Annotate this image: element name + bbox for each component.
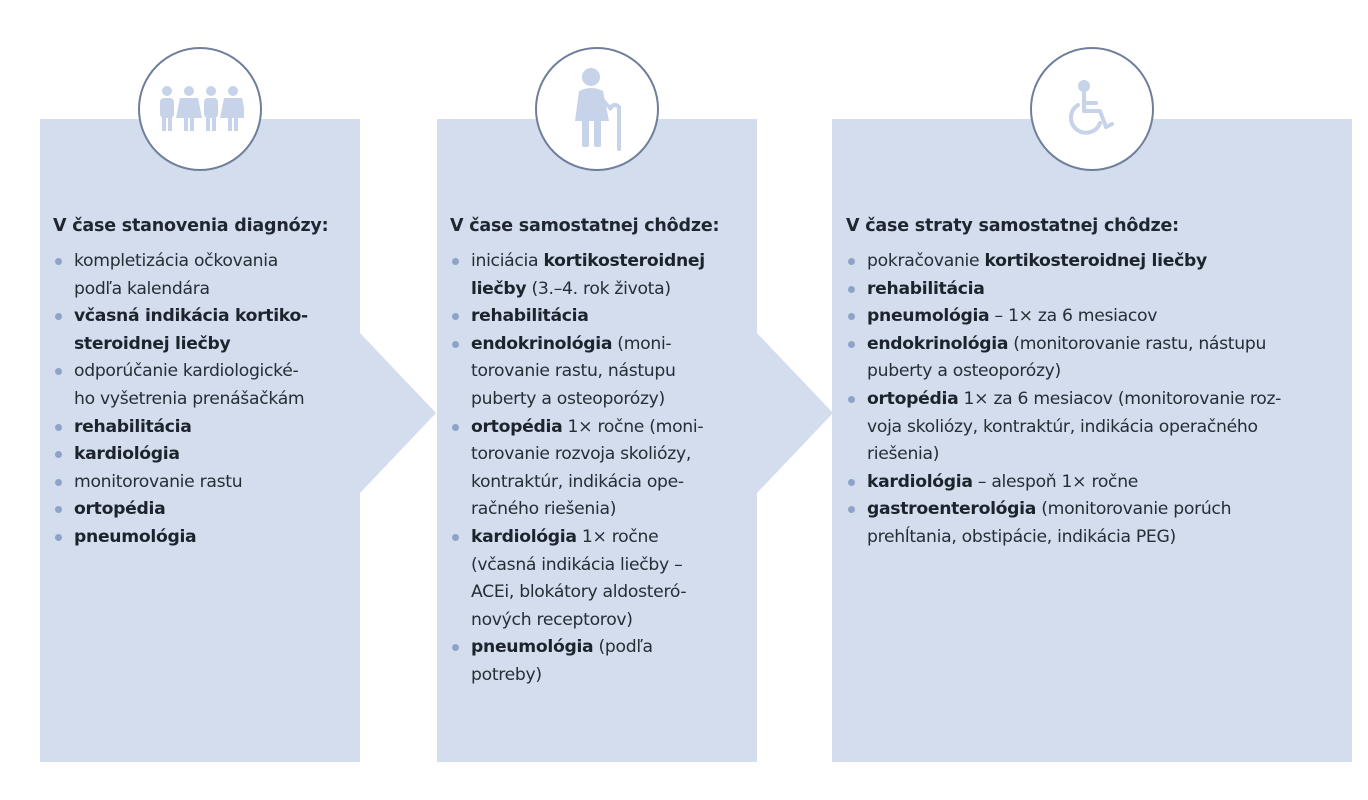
item-text: puberty a osteoporózy) <box>867 361 1061 382</box>
list-item <box>53 496 353 524</box>
list-item-line <box>471 303 750 331</box>
list-item-line <box>74 276 353 304</box>
item-text: puberty a osteoporózy) <box>471 388 665 409</box>
list-item-line <box>471 496 750 524</box>
item-emphasis: rehabilitácia <box>471 306 589 327</box>
list-item-line <box>867 441 1341 469</box>
item-emphasis: rehabilitácia <box>867 278 985 299</box>
item-emphasis: kardiológia <box>74 444 180 465</box>
item-text: kompletizácia očkovania <box>74 251 278 271</box>
item-emphasis: endokrinológia <box>471 333 613 354</box>
list-item <box>53 524 353 552</box>
list-item <box>53 303 353 358</box>
item-text: pokračovanie <box>867 251 985 271</box>
list-item-line <box>74 524 353 552</box>
column-heading: V čase stanovenia diagnózy: <box>53 216 329 236</box>
list-item-line <box>471 331 750 359</box>
list-item <box>450 248 750 303</box>
item-text: torovanie rozvoja skoliózy, <box>471 444 691 465</box>
item-list <box>450 248 750 690</box>
column-heading: V čase samostatnej chôdze: <box>450 216 720 236</box>
list-item-line <box>74 441 353 469</box>
list-item-line <box>867 248 1341 276</box>
item-emphasis: kardiológia <box>471 526 577 547</box>
list-item-line <box>471 248 750 276</box>
item-emphasis: gastroenterológia <box>867 499 1037 520</box>
list-item <box>53 469 353 497</box>
item-text: monitorovanie rastu <box>74 471 243 492</box>
item-text: (moni- <box>612 333 672 354</box>
list-item <box>846 496 1341 551</box>
item-text: torovanie rastu, nástupu <box>471 361 676 382</box>
list-item <box>450 331 750 414</box>
item-emphasis: steroidnej liečby <box>74 333 231 354</box>
item-text: voja skoliózy, kontraktúr, indikácia operačného <box>867 416 1258 437</box>
list-item <box>846 331 1341 386</box>
item-list <box>846 248 1341 552</box>
list-item-line <box>867 358 1341 386</box>
list-item-line <box>867 276 1341 304</box>
item-text: – 1× za 6 mesiacov <box>989 306 1158 327</box>
list-item-line <box>471 276 750 304</box>
list-item <box>53 441 353 469</box>
list-item <box>450 524 750 634</box>
list-item <box>846 386 1341 469</box>
item-text: ACEi, blokátory aldosteró- <box>471 582 687 603</box>
list-item-line <box>471 634 750 662</box>
item-text: 1× ročne (moni- <box>562 416 704 437</box>
arrow-1-to-2 <box>360 333 438 493</box>
list-item-line <box>867 331 1341 359</box>
item-text: nových receptorov) <box>471 609 633 630</box>
list-item-line <box>867 386 1341 414</box>
list-item-line <box>74 358 353 386</box>
item-text: potreby) <box>471 664 542 685</box>
list-item <box>846 248 1341 276</box>
item-text: račného riešenia) <box>471 499 617 520</box>
elderly-person-cane-icon <box>567 67 627 151</box>
list-item-line <box>867 469 1341 497</box>
list-item-line <box>471 386 750 414</box>
arrow-2-to-3 <box>757 333 835 493</box>
item-text: – alespoň 1× ročne <box>972 471 1139 492</box>
item-emphasis: kortikosteroidnej <box>543 251 705 271</box>
list-item-line <box>471 524 750 552</box>
item-emphasis: pneumológia <box>471 637 594 658</box>
item-emphasis: ortopédia <box>471 416 563 437</box>
list-item-line <box>74 248 353 276</box>
item-emphasis: pneumológia <box>867 306 990 327</box>
list-item-line <box>867 496 1341 524</box>
list-item-line <box>867 303 1341 331</box>
item-text: (3.–4. rok života) <box>526 278 671 299</box>
list-item-line <box>471 358 750 386</box>
list-item-line <box>471 414 750 442</box>
wheelchair-icon <box>1064 79 1120 139</box>
item-emphasis: pneumológia <box>74 526 197 547</box>
item-text: ho vyšetrenia prenášačkám <box>74 388 305 409</box>
item-text: (podľa <box>593 637 653 658</box>
item-emphasis: liečby <box>471 278 527 299</box>
list-item-line <box>471 579 750 607</box>
item-list <box>53 248 353 552</box>
list-item-line <box>867 524 1341 552</box>
list-item-line <box>74 303 353 331</box>
item-text: podľa kalendára <box>74 278 210 299</box>
list-item-line <box>74 469 353 497</box>
list-item-line <box>74 331 353 359</box>
item-text: riešenia) <box>867 444 940 465</box>
item-emphasis: endokrinológia <box>867 333 1009 354</box>
list-item <box>846 469 1341 497</box>
item-text: (monitorovanie porúch <box>1036 499 1232 520</box>
item-emphasis: ortopédia <box>74 499 166 520</box>
item-emphasis: rehabilitácia <box>74 416 192 437</box>
list-item-line <box>74 496 353 524</box>
item-emphasis: ortopédia <box>867 388 959 409</box>
item-text: kontraktúr, indikácia ope- <box>471 471 684 492</box>
item-text: (včasná indikácia liečby – <box>471 554 683 575</box>
list-item <box>846 303 1341 331</box>
circle-family <box>138 47 262 171</box>
circle-wheelchair <box>1030 47 1154 171</box>
list-item <box>53 358 353 413</box>
list-item-line <box>471 607 750 635</box>
item-text: 1× za 6 mesiacov (monitorovanie roz- <box>958 388 1282 409</box>
item-emphasis: kardiológia <box>867 471 973 492</box>
item-text: iniciácia <box>471 251 544 271</box>
list-item <box>450 303 750 331</box>
list-item-line <box>867 414 1341 442</box>
list-item <box>53 248 353 303</box>
item-text: prehĺtania, obstipácie, indikácia PEG) <box>867 526 1176 547</box>
column-non-ambulatory <box>846 214 1341 552</box>
item-emphasis: kortikosteroidnej liečby <box>984 251 1207 271</box>
item-text: 1× ročne <box>576 526 659 547</box>
list-item-line <box>74 414 353 442</box>
list-item <box>53 414 353 442</box>
item-text: (monitorovanie rastu, nástupu <box>1008 333 1267 354</box>
column-heading: V čase straty samostatnej chôdze: <box>846 216 1179 236</box>
column-diagnosis <box>53 214 353 552</box>
list-item-line <box>471 469 750 497</box>
list-item-line <box>471 441 750 469</box>
item-text: odporúčanie kardiologické- <box>74 361 299 382</box>
list-item <box>846 276 1341 304</box>
family-group-icon <box>156 85 244 133</box>
list-item-line <box>74 386 353 414</box>
list-item <box>450 414 750 524</box>
circle-elderly <box>535 47 659 171</box>
list-item-line <box>471 662 750 690</box>
list-item-line <box>471 552 750 580</box>
list-item <box>450 634 750 689</box>
column-ambulatory <box>450 214 750 690</box>
item-emphasis: včasná indikácia kortiko- <box>74 306 308 327</box>
